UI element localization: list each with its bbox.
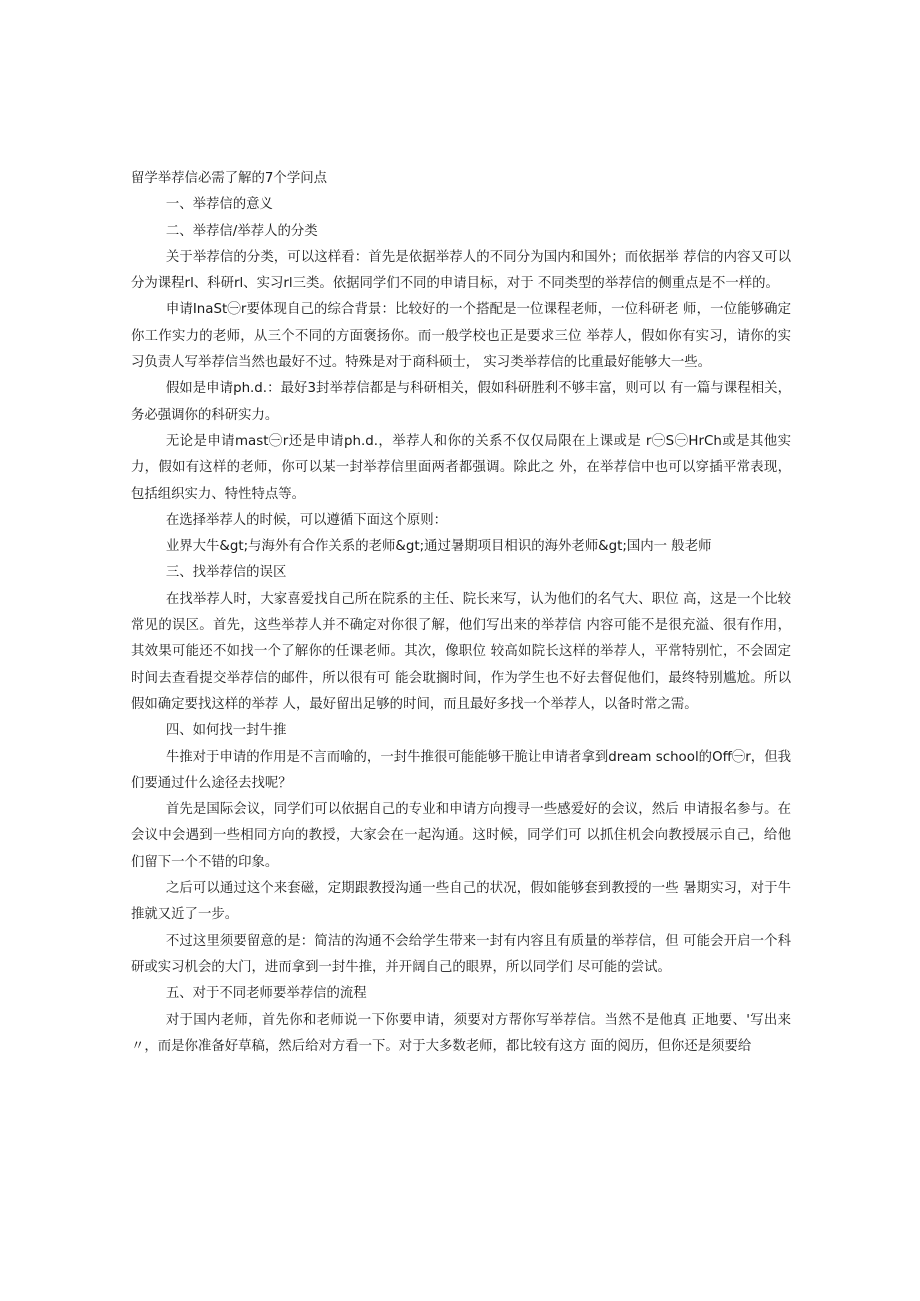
paragraph: 关于举荐信的分类，可以这样看：首先是依据举荐人的不同分为国内和国外；而依据举 荐信的内容又可以分为课程rl、科研rl、实习rl三类。依据同学们不同的申请目标，对于 不同类型的举荐信的侧重点是不一样的。 <box>131 249 791 292</box>
section-heading-5: 五、对于不同老师要举荐信的流程 <box>165 986 367 1002</box>
document-body <box>131 166 791 1060</box>
paragraph: 不过这里须要留意的是：简洁的沟通不会给学生带来一封有内容且有质量的举荐信，但 可能会开启一个科研或实习机会的大门，进而拿到一封牛推，并开阔自己的眼界，所以同学们 尽可能的尝试。 <box>131 933 791 975</box>
section-heading-2: 二、举荐信/举荐人的分类 <box>165 223 318 239</box>
paragraph: 牛推对于申请的作用是不言而喻的，一封牛推很可能能够干脆让申请者拿到dream school的Off㊀r，但我们要通过什么途径去找呢？ <box>131 749 791 791</box>
section-heading-1: 一、举荐信的意义 <box>165 197 273 213</box>
section-heading-3: 三、找举荐信的误区 <box>165 565 287 581</box>
paragraph: 在选择举荐人的时候，可以遵循下面这个原则： <box>165 512 448 528</box>
paragraph: 无论是申请mast㊀r还是申请ph.d.，举荐人和你的关系不仅仅局限在上课或是 r㊀S㊀HrCh或是其他实力，假如有这样的老师，你可以某一封举荐信里面两者都强调。除此之 外，在举荐信中也可以穿插平常表现，包括组织实力、特性特点等。 <box>131 433 791 502</box>
paragraph: 之后可以通过这个来套磁，定期跟教授沟通一些自己的状况，假如能够套到教授的一些 暑期实习，对于牛推就又近了一步。 <box>131 881 791 923</box>
paragraph: 假如是申请ph.d.：最好3封举荐信都是与科研相关，假如科研胜利不够丰富，则可以 有一篇与课程相关，务必强调你的科研实力。 <box>131 381 791 423</box>
section-heading-4: 四、如何找一封牛推 <box>165 723 287 739</box>
paragraph: 首先是国际会议，同学们可以依据自己的专业和申请方向搜寻一些感爱好的会议，然后 申请报名参与。在会议中会遇到一些相同方向的教授，大家会在一起沟通。这时候，同学们可 以抓住机会向教授展示自己，给他们留下一个不错的印象。 <box>131 802 791 870</box>
paragraph: 申请InaSt㊀r要体现自己的综合背景：比较好的一个搭配是一位课程老师，一位科研老 师，一位能够确定你工作实力的老师，从三个不同的方面褒扬你。而一般学校也正是要求三位 举荐人，假如你有实习，请你的实习负责人写举荐信当然也最好不过。特殊是对于商科硕士， 实习类举荐信的比重最好能够大一些。 <box>131 302 791 371</box>
ranking-line: 业界大牛&gt;与海外有合作关系的老师&gt;通过暑期项目相识的海外老师&gt;国内一 般老师 <box>165 539 712 555</box>
paragraph: 在找举荐人时，大家喜爱找自己所在院系的主任、院长来写，认为他们的名气大、职位 高，这是一个比较常见的误区。首先，这些举荐人并不确定对你很了解，他们写出来的举荐信 内容可能不是很充溢、很有作用，其效果可能还不如找一个了解你的任课老师。其次，像职位 较高如院长这样的举荐人，平常特别忙，不会固定时间去查看提交举荐信的邮件，所以很有可 能会耽搁时间，作为学生也不好去督促他们，最终特别尴尬。所以假如确定要找这样的举荐 人，最好留出足够的时间，而且最好多找一个举荐人，以备时常之需。 <box>131 591 791 712</box>
paragraph: 对于国内老师，首先你和老师说一下你要申请，须要对方帮你写举荐信。当然不是他真 正地要、'写出来〃，而是你准备好草稿，然后给对方看一下。对于大多数老师，都比较有这方 面的阅历，但你还是须要给 <box>131 1012 791 1054</box>
document-title: 留学举荐信必需了解的7个学问点 <box>131 171 327 186</box>
